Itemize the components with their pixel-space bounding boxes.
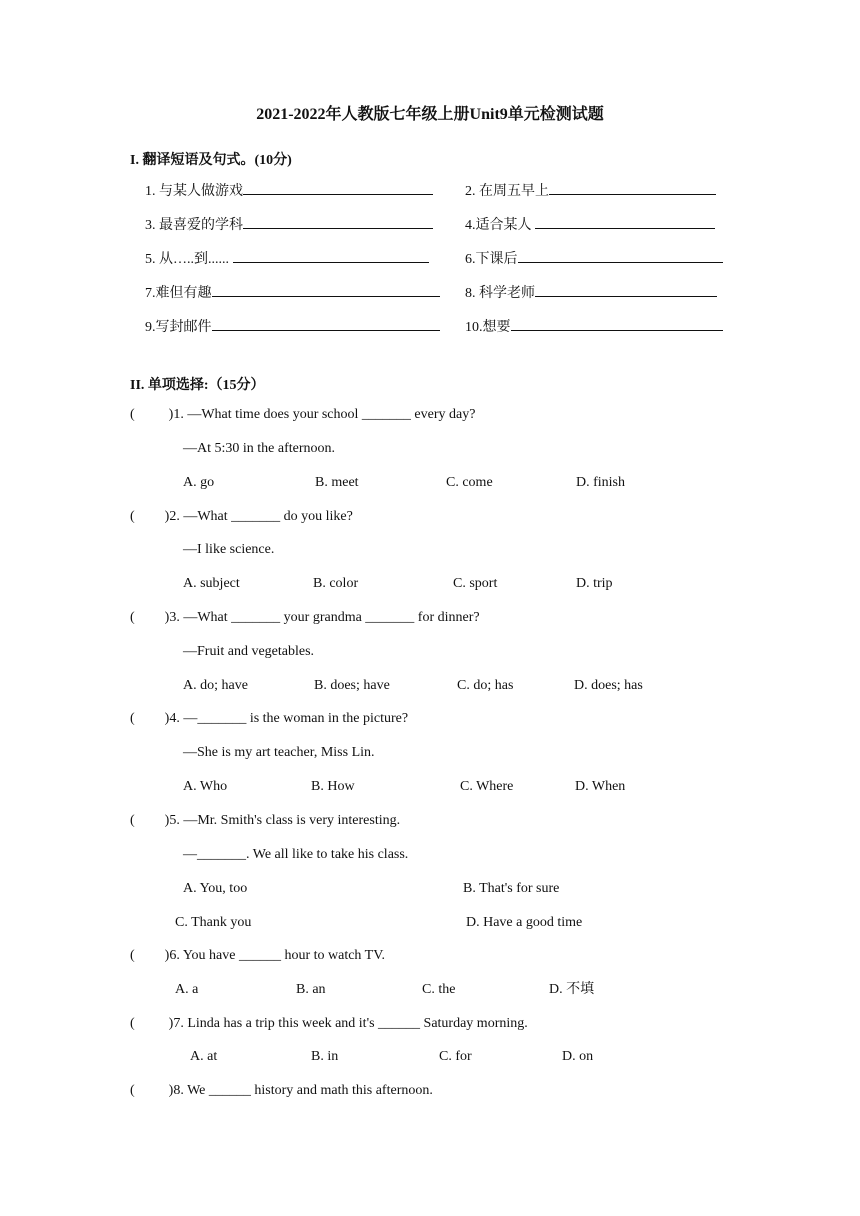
question-stem-7 [130,1015,528,1033]
option-a[interactable]: A. do; have [183,678,248,693]
translate-item [145,316,440,337]
question-stem-4 [130,710,408,728]
item-label: 2. 在周五早上 [465,184,549,199]
page-title: 2021-2022年人教版七年级上册Unit9单元检测试题 [256,106,604,123]
answer-blank[interactable] [233,248,429,263]
item-label: 10.想要 [465,320,511,335]
answer-blank[interactable] [549,180,716,195]
option-d[interactable]: D. finish [576,475,625,490]
stem-text: )6. You have ______ hour to watch TV. [164,948,386,963]
option-a[interactable]: A. subject [183,576,240,591]
option-d[interactable]: D. 不填 [549,982,595,997]
item-label: 7.难但有趣 [145,286,212,301]
option-a[interactable]: A. a [175,982,199,997]
item-label: 9.写封邮件 [145,320,212,335]
paren-open: ( [130,407,135,422]
option-c[interactable]: C. Where [460,779,514,794]
paren-open: ( [130,711,135,726]
question-stem-3 [130,609,480,627]
option-b[interactable]: B. meet [315,475,359,490]
translate-item [465,316,723,337]
item-label: 1. 与某人做游戏 [145,184,243,199]
reply-3: —Fruit and vegetables. [183,644,315,659]
option-b[interactable]: B. in [311,1049,339,1064]
stem-text: )5. —Mr. Smith's class is very interesting. [164,813,401,828]
option-b[interactable]: B. That's for sure [463,881,560,896]
stem-text: )3. —What _______ your grandma _______ for dinner? [164,610,480,625]
paren-open: ( [130,1016,135,1031]
item-label: 3. 最喜爱的学科 [145,218,243,233]
paren-open: ( [130,610,135,625]
item-label: 8. 科学老师 [465,286,535,301]
option-a[interactable]: A. at [190,1049,218,1064]
answer-blank[interactable] [243,180,433,195]
stem-text: )4. —_______ is the woman in the picture? [164,711,409,726]
stem-text: )8. We ______ history and math this afternoon. [168,1083,433,1098]
option-b[interactable]: B. How [311,779,355,794]
answer-blank[interactable] [518,248,723,263]
question-stem-2 [130,508,353,526]
answer-blank[interactable] [535,214,715,229]
question-stem-1 [130,406,475,424]
option-d[interactable]: D. Have a good time [466,915,583,930]
reply-1: —At 5:30 in the afternoon. [183,441,336,456]
translate-item [145,282,440,303]
option-c[interactable]: C. Thank you [175,915,252,930]
translate-item [145,214,433,235]
option-c[interactable]: C. sport [453,576,498,591]
reply-5: —_______. We all like to take his class. [183,847,409,862]
option-a[interactable]: A. You, too [183,881,248,896]
paren-open: ( [130,1083,135,1098]
stem-text: )1. —What time does your school _______ every day? [168,407,476,422]
option-b[interactable]: B. does; have [314,678,390,693]
answer-blank[interactable] [535,282,717,297]
translate-item [465,214,715,235]
translate-item [465,282,717,303]
option-d[interactable]: D. does; has [574,678,643,693]
section1-heading: I. 翻译短语及句式。(10分) [130,153,292,168]
question-stem-6 [130,947,385,965]
stem-text: )2. —What _______ do you like? [164,509,353,524]
answer-blank[interactable] [243,214,433,229]
option-c[interactable]: C. the [422,982,456,997]
option-c[interactable]: C. do; has [457,678,514,693]
section2-heading: II. 单项选择:（15分） [130,378,265,393]
option-d[interactable]: D. trip [576,576,613,591]
option-a[interactable]: A. Who [183,779,228,794]
option-a[interactable]: A. go [183,475,215,490]
reply-2: —I like science. [183,542,275,557]
answer-blank[interactable] [212,282,440,297]
option-c[interactable]: C. for [439,1049,472,1064]
option-b[interactable]: B. an [296,982,326,997]
translate-item [145,180,433,201]
answer-blank[interactable] [511,316,723,331]
option-c[interactable]: C. come [446,475,493,490]
question-stem-8 [130,1082,433,1100]
paren-open: ( [130,948,135,963]
reply-4: —She is my art teacher, Miss Lin. [183,745,375,760]
option-d[interactable]: D. When [575,779,626,794]
item-label: 6.下课后 [465,252,518,267]
answer-blank[interactable] [212,316,440,331]
translate-item [145,248,429,269]
option-b[interactable]: B. color [313,576,359,591]
question-stem-5 [130,812,400,830]
paren-open: ( [130,813,135,828]
translate-item [465,248,723,269]
item-label: 4.适合某人 [465,218,535,233]
option-d[interactable]: D. on [562,1049,594,1064]
paren-open: ( [130,509,135,524]
translate-item [465,180,716,201]
stem-text: )7. Linda has a trip this week and it's ______ Saturday morning. [168,1016,528,1031]
item-label: 5. 从…..到...... [145,252,233,267]
